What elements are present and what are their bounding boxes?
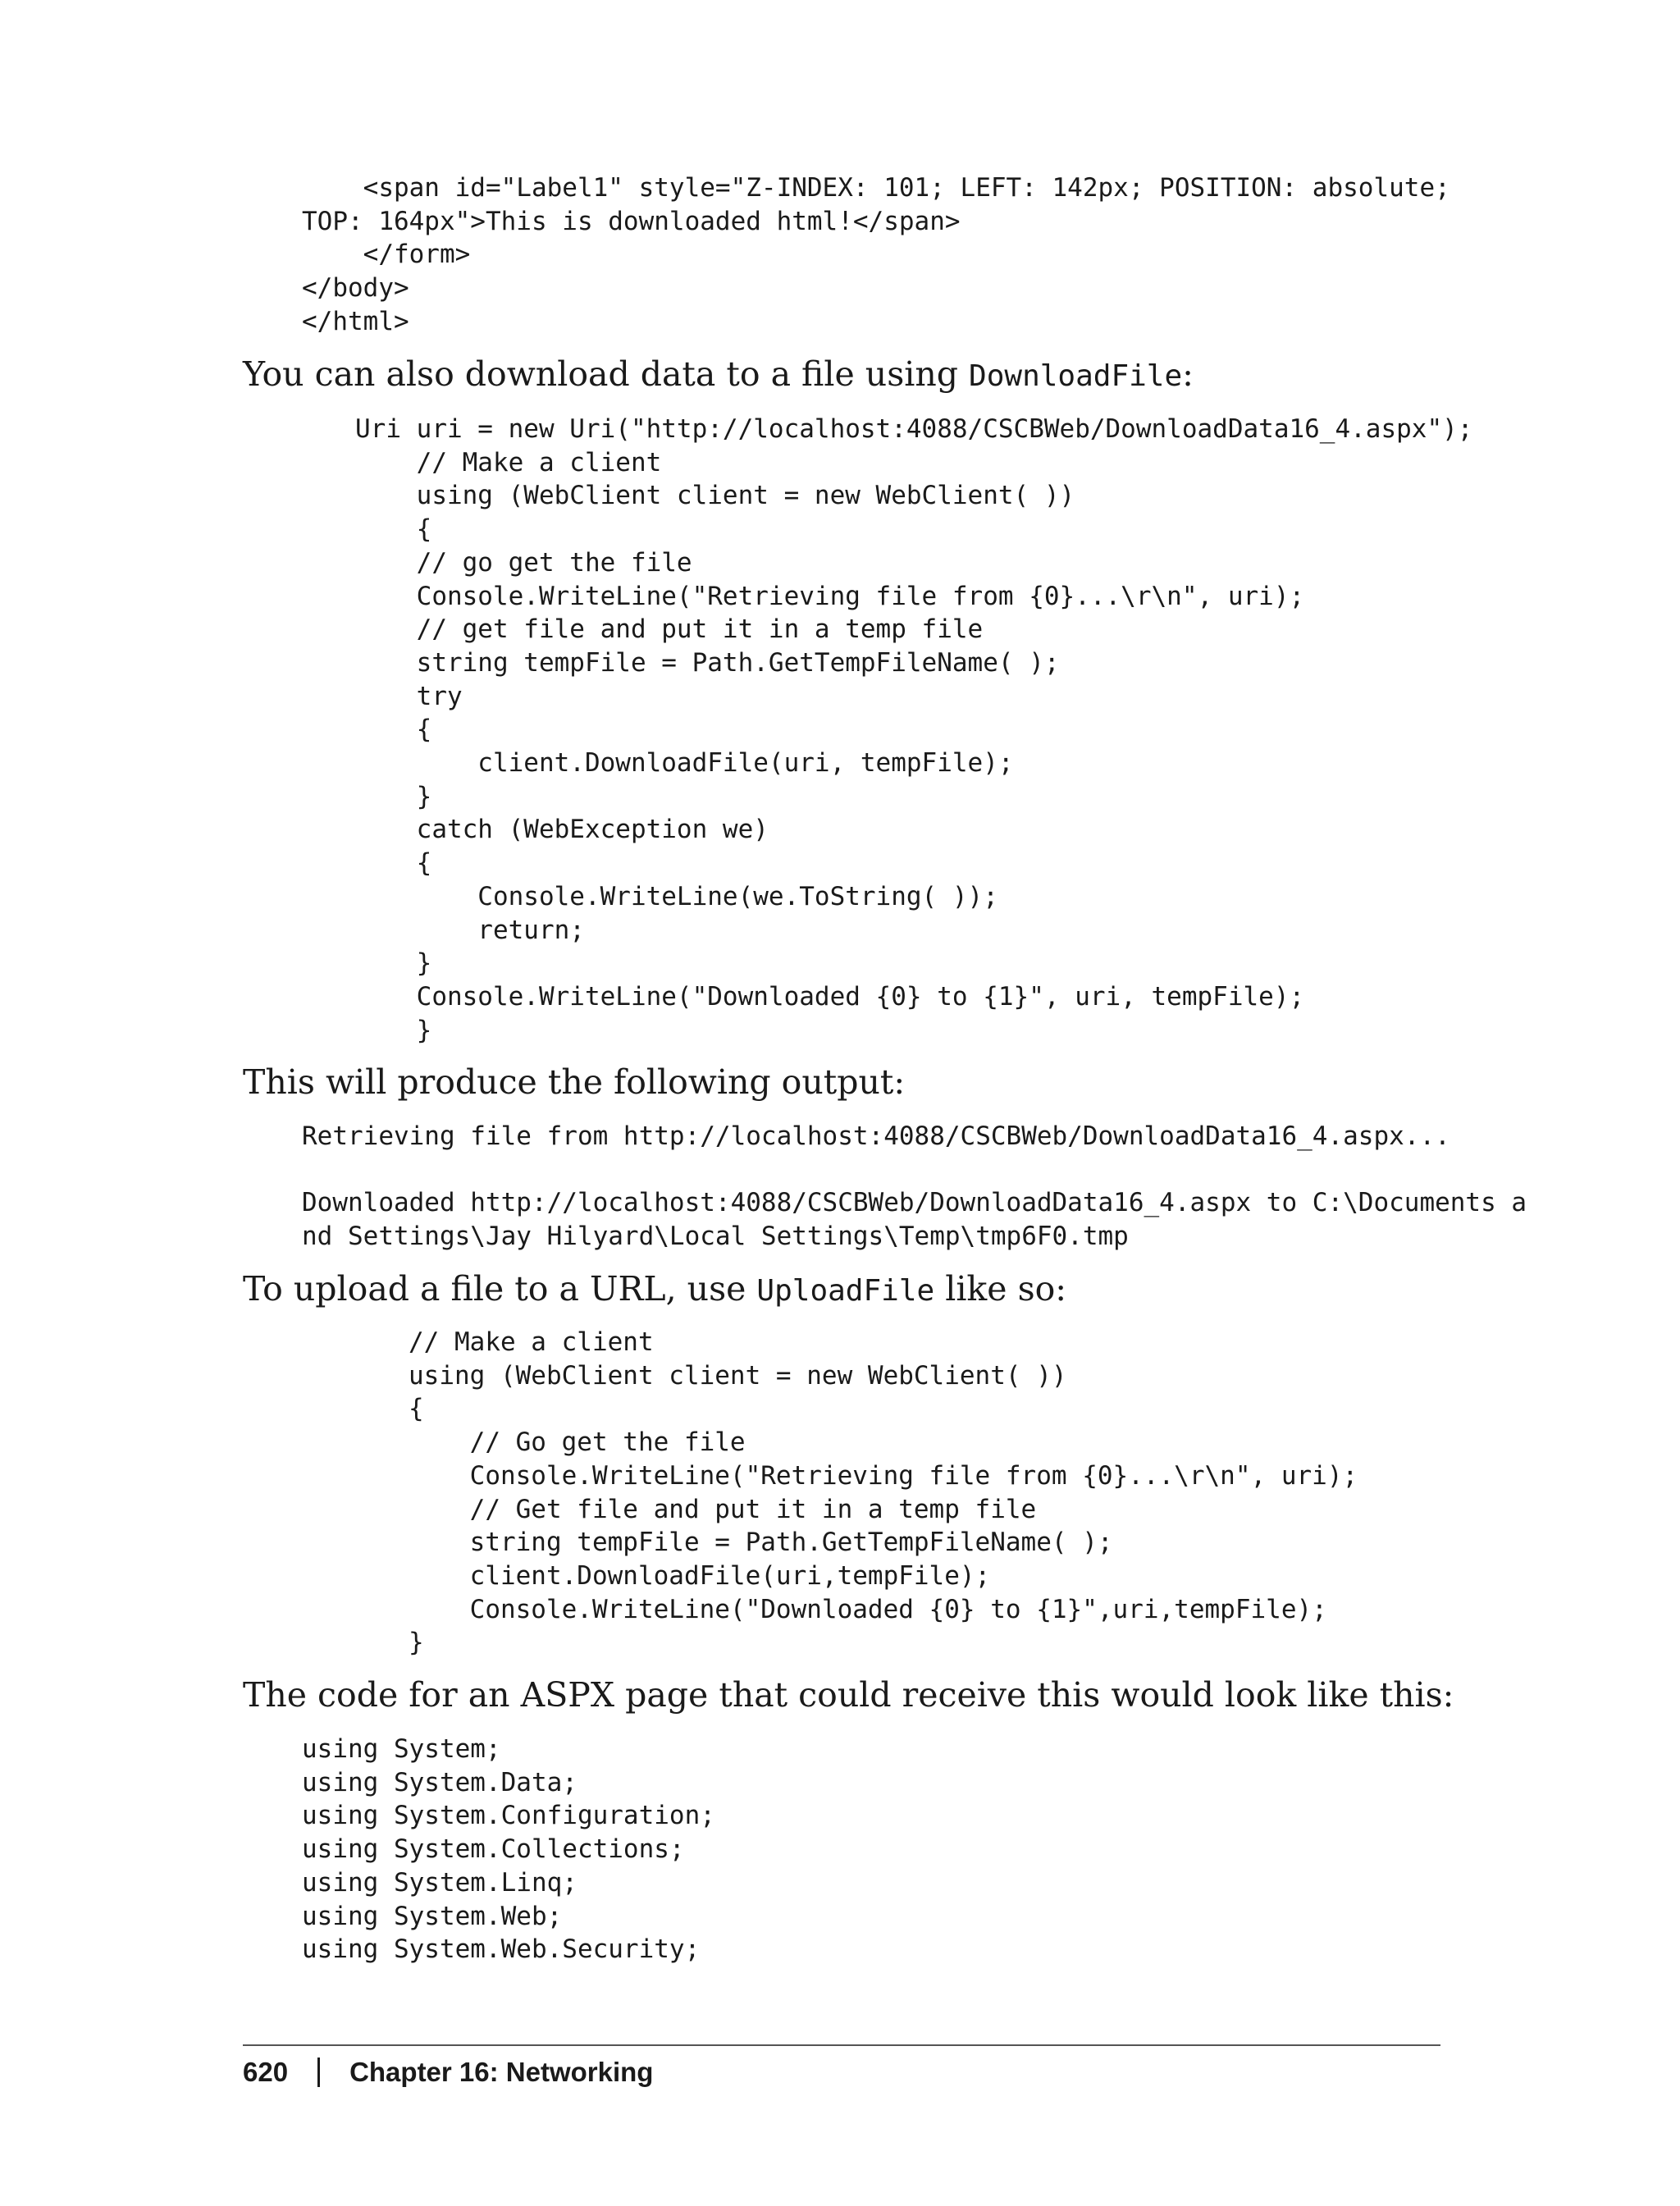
paragraph-output-intro: This will produce the following output: [243, 1062, 906, 1102]
code-block-html-output: <span id="Label1" style="Z-INDEX: 101; LEFT: 142px; POSITION: absolute; TOP: 164px">This is downloaded html!</span> </form> </body> </html> [302, 173, 1450, 336]
paragraph-text: You can also download data to a file using [243, 354, 970, 394]
paragraph-suffix: like so: [934, 1269, 1067, 1309]
code-block-upload-example: // Make a client using (WebClient client = new WebClient( )) { // Go get the file Console.WriteLine("Retrieving file from {0}...\r\n", uri); // Get file and put it in a temp file string tempFile = Path.GetTempFileName( ); client.DownloadFile(uri,tempFile); Console.WriteLine("Downloaded {0} to {1}",uri,tempFile); } [409, 1327, 1358, 1658]
paragraph-aspx-intro: The code for an ASPX page that could receive this would look like this: [243, 1675, 1454, 1715]
inline-code-downloadfile: DownloadFile [969, 359, 1183, 393]
inline-code-uploadfile: UploadFile [756, 1274, 935, 1308]
code-block-console-output: Retrieving file from http://localhost:4088/CSCBWeb/DownloadData16_4.aspx... Downloaded http://localhost:4088/CSCBWeb/DownloadData16_4.aspx to C:\Documents a nd Settings\Jay Hilyard\Local Settings\Temp\tmp6F0.tmp [302, 1121, 1527, 1252]
page-footer [243, 2056, 653, 2089]
code-block-downloadfile-example: Uri uri = new Uri("http://localhost:4088/CSCBWeb/DownloadData16_4.aspx"); // Make a client using (WebClient client = new WebClient( )) { // go get the file Console.WriteLine("Retrieving file from {0}...\r\n", uri); // get file and put it in a temp file string tempFile = Path.GetTempFileName( ); try { client.DownloadFile(uri, tempFile); } catch (WebException we) { Console.WriteLine(we.ToString( )); return; } Console.WriteLine("Downloaded {0} to {1}", uri, tempFile); } [355, 414, 1473, 1045]
footer-divider [243, 2044, 1440, 2046]
paragraph-text: To upload a file to a URL, use [243, 1269, 757, 1309]
page-number: 620 [243, 2057, 289, 2087]
paragraph-upload-file [243, 1268, 1066, 1312]
paragraph-download-file [243, 354, 1194, 397]
footer-separator [317, 2058, 320, 2087]
chapter-title: Chapter 16: Networking [349, 2057, 654, 2087]
paragraph-suffix: : [1182, 354, 1194, 394]
code-block-aspx-usings: using System; using System.Data; using System.Configuration; using System.Collections; using System.Linq; using System.Web; using System.Web.Security; [302, 1734, 715, 1965]
